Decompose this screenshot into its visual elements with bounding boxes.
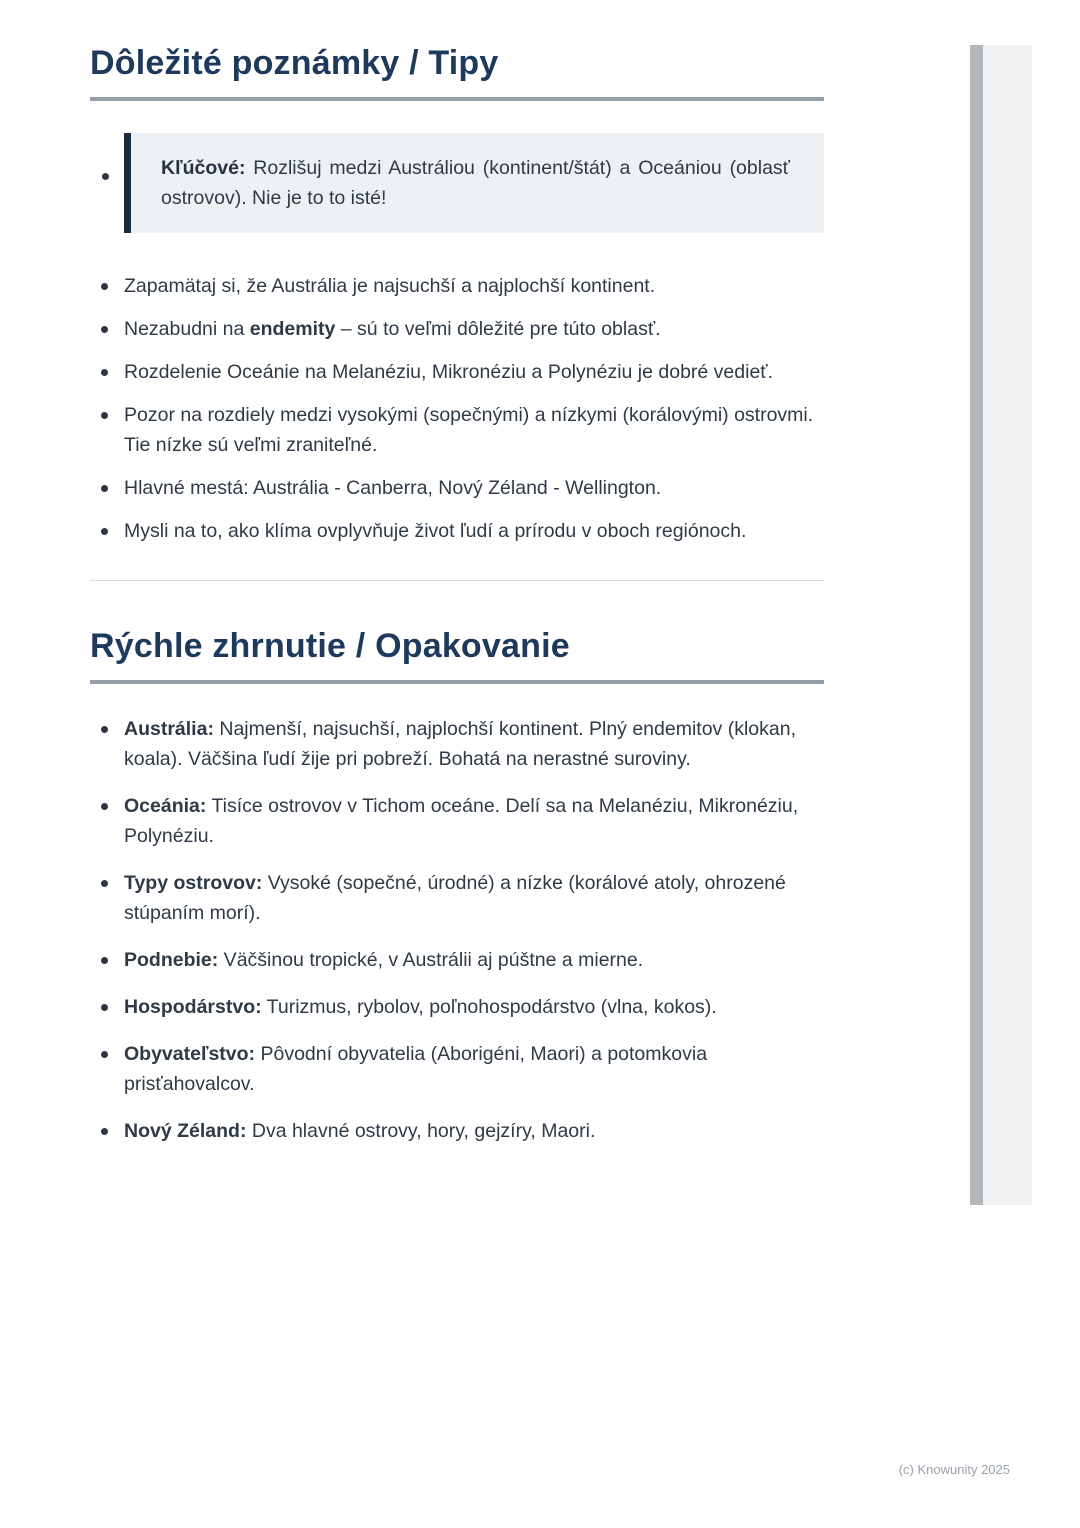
item-text-bold: endemity (249, 318, 336, 340)
item-lead: Obyvateľstvo: (124, 1043, 256, 1065)
item-lead: Hospodárstvo: (124, 996, 262, 1018)
item-lead: Nový Zéland: (124, 1120, 247, 1142)
item-text-pre: Zapamätaj si, že Austrália je najsuchší a najplochší kontinent. (124, 275, 656, 297)
item-lead: Typy ostrovov: (124, 872, 263, 894)
item-text (124, 949, 643, 971)
section-quick-summary (90, 627, 824, 1146)
item-text (124, 404, 813, 456)
list-item (90, 1116, 824, 1146)
list-item (90, 271, 824, 301)
bullet-icon (101, 412, 108, 419)
item-text (124, 318, 661, 340)
notes-content (90, 44, 824, 1163)
item-text (124, 795, 798, 847)
notes-list (90, 271, 824, 546)
copyright-text: (c) Knowunity 2025 (898, 1462, 1010, 1477)
item-text-pre: Hlavné mestá: Austrália - Canberra, Nový Zéland - Wellington. (124, 477, 662, 499)
item-body: Tisíce ostrovov v Tichom oceáne. Delí sa na Melanéziu, Mikronéziu, Polynéziu. (124, 795, 799, 847)
list-item (90, 992, 824, 1022)
item-body: Turizmus, rybolov, poľnohospodárstvo (vlna, kokos). (261, 996, 717, 1018)
page-title: Dôležité poznámky / Tipy (90, 44, 824, 101)
list-item (90, 714, 824, 774)
list-item (90, 1039, 824, 1099)
item-body: Najmenší, najsuchší, najplochší kontinent. Plný endemitov (klokan, koala). Väčšina ľudí žije pri pobreží. Bohatá na nerastné suroviny. (124, 718, 797, 770)
item-lead: Podnebie: (124, 949, 219, 971)
bullet-icon (101, 957, 108, 964)
list-item (90, 945, 824, 975)
summary-list (90, 714, 824, 1146)
item-text-pre: Mysli na to, ako klíma ovplyvňuje život ľudí a prírodu v oboch regiónoch. (124, 520, 747, 542)
page-title: Rýchle zhrnutie / Opakovanie (90, 627, 824, 684)
list-item (90, 357, 824, 387)
item-text (124, 520, 746, 542)
item-body: Pôvodní obyvatelia (Aborigéni, Maori) a potomkovia prisťahovalcov. (124, 1043, 708, 1095)
bullet-icon (101, 369, 108, 376)
list-item (90, 868, 824, 928)
item-text (124, 1043, 707, 1095)
item-body: Vysoké (sopečné, úrodné) a nízke (korálové atoly, ohrozené stúpaním morí). (124, 872, 786, 924)
list-item (90, 473, 824, 503)
bullet-icon (101, 726, 108, 733)
item-text-pre: Nezabudni na (124, 318, 250, 340)
bullet-icon (101, 1128, 108, 1135)
item-text-post: – sú to veľmi dôležité pre túto oblasť. (335, 318, 661, 340)
item-text (124, 872, 786, 924)
list-item (90, 400, 824, 460)
item-body: Väčšinou tropické, v Austrálii aj púštne a mierne. (218, 949, 644, 971)
item-body: Dva hlavné ostrovy, hory, gejzíry, Maori. (246, 1120, 596, 1142)
bullet-icon (102, 173, 109, 180)
bullet-icon (101, 283, 108, 290)
bullet-icon (101, 1004, 108, 1011)
item-text (124, 275, 655, 297)
bullet-icon (101, 326, 108, 333)
item-text (124, 361, 773, 383)
list-item (90, 791, 824, 851)
section-divider (90, 580, 824, 581)
item-text (124, 718, 796, 770)
item-lead: Austrália: (124, 718, 214, 740)
list-item (90, 314, 824, 344)
item-text (124, 477, 661, 499)
item-text-pre: Pozor na rozdiely medzi vysokými (sopečnými) a nízkymi (korálovými) ostrovmi. Tie nízke sú veľmi zraniteľné. (124, 404, 814, 456)
callout-text: Rozlišuj medzi Austráliou (kontinent/štát) a Oceániou (oblasť ostrovov). Nie je to to isté! (161, 157, 790, 209)
scrollbar-thumb[interactable] (970, 45, 983, 1205)
scrollbar-track (983, 45, 1032, 1205)
item-lead: Oceánia: (124, 795, 207, 817)
item-text (124, 996, 717, 1018)
key-note-callout (124, 133, 824, 233)
bullet-icon (101, 528, 108, 535)
bullet-icon (101, 485, 108, 492)
bullet-icon (101, 803, 108, 810)
item-text-pre: Rozdelenie Oceánie na Melanéziu, Mikronéziu a Polynéziu je dobré vedieť. (124, 361, 774, 383)
list-item (90, 516, 824, 546)
callout-lead: Kľúčové: (161, 157, 246, 179)
bullet-icon (101, 1051, 108, 1058)
bullet-icon (101, 880, 108, 887)
section-important-notes (90, 44, 824, 546)
callout-row (90, 133, 824, 233)
item-text (124, 1120, 595, 1142)
